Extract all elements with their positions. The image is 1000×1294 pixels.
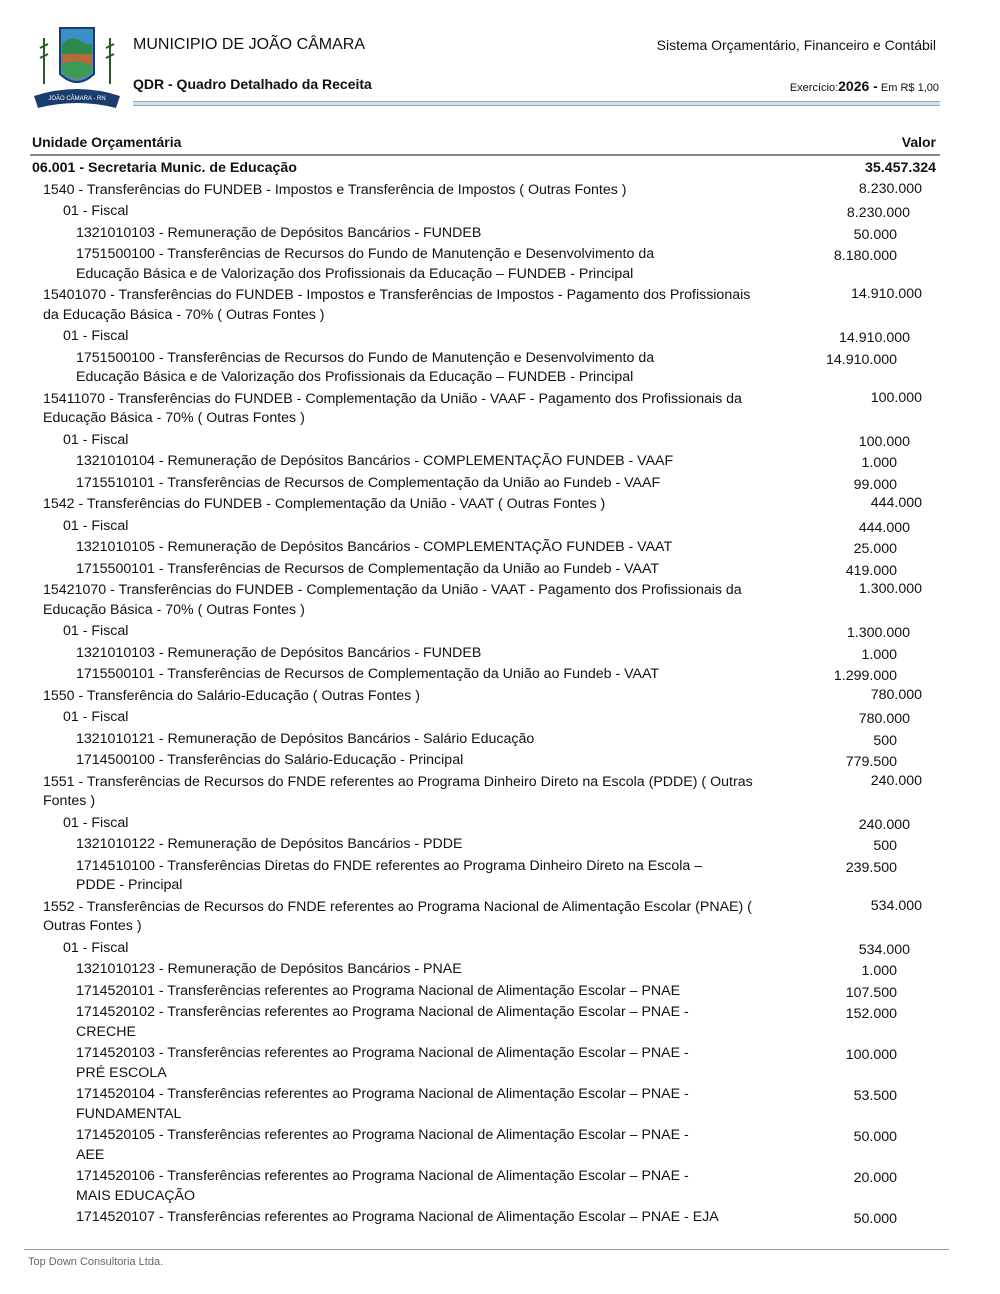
row-description: 15421070 - Transferências do FUNDEB - Complementação da União - VAAT - Pagamento dos Profissionais da Educação Básica - 70% ( Outras Fontes )	[43, 582, 742, 618]
account-row	[0, 834, 1000, 856]
row-description: 1714510100 - Transferências Diretas do FNDE referentes ao Programa Dinheiro Direto na Escola – PDDE - Principal	[76, 857, 703, 893]
column-unit: Unidade Orçamentária	[32, 134, 182, 150]
row-value: 100.000	[858, 433, 910, 450]
fiscal-row	[0, 201, 1000, 223]
row-description: 1540 - Transferências do FUNDEB - Impostos e Transferência de Impostos ( Outras Fontes )	[43, 181, 627, 198]
exercise-info	[790, 78, 939, 94]
revenue-table	[0, 158, 1000, 1229]
row-value: 444.000	[870, 495, 922, 511]
row-value: 14.910.000	[850, 286, 922, 302]
row-value: 444.000	[858, 519, 910, 536]
municipality-name: MUNICIPIO DE JOÃO CÂMARA	[133, 36, 366, 53]
account-row	[0, 959, 1000, 981]
row-value: 1.000	[861, 646, 897, 663]
row-value: 14.910.000	[838, 330, 910, 346]
row-value: 780.000	[858, 711, 910, 727]
source-row	[0, 389, 1000, 430]
row-value: 50.000	[853, 226, 897, 243]
row-value: 50.000	[853, 1211, 897, 1227]
fiscal-row	[0, 813, 1000, 835]
row-description: 1715510101 - Transferências de Recursos de Complementação da União ao Fundeb - VAAF	[76, 474, 661, 491]
row-value: 534.000	[858, 941, 910, 958]
row-value: 779.500	[845, 754, 897, 770]
account-row	[0, 348, 1000, 389]
row-description: 1321010104 - Remuneração de Depósitos Bancários - COMPLEMENTAÇÃO FUNDEB - VAAF	[76, 453, 674, 469]
account-row	[0, 223, 1000, 245]
row-value: 500	[873, 732, 897, 749]
row-value: 8.230.000	[846, 205, 910, 221]
source-row	[0, 686, 1000, 708]
row-description: 1714520105 - Transferências referentes ao Programa Nacional de Alimentação Escolar – PNAE - AEE	[76, 1127, 689, 1163]
account-row	[0, 856, 1000, 897]
row-description: 1321010103 - Remuneração de Depósitos Bancários - FUNDEB	[76, 224, 482, 241]
row-value: 20.000	[853, 1170, 897, 1186]
account-row	[0, 559, 1000, 581]
fiscal-row	[0, 326, 1000, 348]
row-value: 239.500	[845, 859, 897, 876]
row-description: 1714520101 - Transferências referentes ao Programa Nacional de Alimentação Escolar – PNAE	[76, 982, 681, 999]
row-description: 15411070 - Transferências do FUNDEB - Complementação da União - VAAF - Pagamento dos Profissionais da Educação Básica - 70% ( Outras Fontes )	[43, 390, 742, 426]
row-value: 240.000	[870, 772, 922, 789]
row-description: 1321010105 - Remuneração de Depósitos Bancários - COMPLEMENTAÇÃO FUNDEB - VAAT	[76, 539, 673, 555]
account-row	[0, 1084, 1000, 1125]
row-description: 01 - Fiscal	[63, 939, 129, 956]
row-description: 1321010103 - Remuneração de Depósitos Bancários - FUNDEB	[76, 644, 482, 661]
row-value: 8.230.000	[858, 180, 922, 197]
currency-label: Em R$ 1,00	[880, 82, 939, 94]
source-row	[0, 772, 1000, 813]
account-row	[0, 537, 1000, 559]
row-value: 53.500	[853, 1088, 897, 1104]
row-value: 780.000	[870, 686, 922, 703]
row-description: 06.001 - Secretaria Munic. de Educação	[32, 160, 297, 176]
row-description: 1714520106 - Transferências referentes ao Programa Nacional de Alimentação Escolar – PNAE - MAIS EDUCAÇÃO	[76, 1168, 689, 1204]
fiscal-row	[0, 516, 1000, 538]
source-row	[0, 897, 1000, 938]
row-value: 100.000	[870, 389, 922, 406]
row-description: 1715500101 - Transferências de Recursos de Complementação da União ao Fundeb - VAAT	[76, 666, 660, 682]
row-description: 1542 - Transferências do FUNDEB - Complementação da União - VAAT ( Outras Fontes )	[43, 496, 606, 512]
fiscal-row	[0, 938, 1000, 960]
svg-text:JOÃO CÂMARA - RN: JOÃO CÂMARA - RN	[48, 96, 106, 102]
row-description: 1714520107 - Transferências referentes ao Programa Nacional de Alimentação Escolar – PNAE - EJA	[76, 1209, 719, 1225]
fiscal-row	[0, 430, 1000, 452]
source-row	[0, 180, 1000, 202]
row-value: 152.000	[845, 1006, 897, 1022]
row-description: 01 - Fiscal	[63, 203, 129, 219]
account-row	[0, 473, 1000, 495]
source-row	[0, 494, 1000, 516]
row-description: 1550 - Transferência do Salário-Educação ( Outras Fontes )	[43, 687, 420, 704]
row-value: 8.180.000	[833, 248, 897, 264]
account-row	[0, 451, 1000, 473]
municipal-coat-of-arms-logo	[30, 24, 124, 116]
account-row	[0, 1125, 1000, 1166]
row-value: 1.000	[861, 455, 897, 471]
row-value: 1.300.000	[846, 625, 910, 641]
account-row	[0, 1002, 1000, 1043]
row-description: 1751500100 - Transferências de Recursos do Fundo de Manutenção e Desenvolvimento da Educação Básica e de Valorização dos Profissionais da Educação – FUNDEB - Principal	[76, 246, 655, 282]
column-headers	[32, 134, 936, 150]
source-row	[0, 580, 1000, 621]
row-description: 1714500100 - Transferências do Salário-Educação - Principal	[76, 752, 464, 768]
account-row	[0, 244, 1000, 285]
account-row	[0, 729, 1000, 751]
exercise-year: 2026 -	[838, 78, 878, 94]
row-description: 1321010123 - Remuneração de Depósitos Bancários - PNAE	[76, 961, 462, 977]
account-row	[0, 981, 1000, 1003]
row-value: 25.000	[853, 541, 897, 557]
row-description: 01 - Fiscal	[63, 431, 129, 448]
exercise-label: Exercício:	[789, 82, 839, 94]
row-description: 01 - Fiscal	[63, 709, 129, 725]
row-value: 500	[873, 838, 897, 854]
account-row	[0, 664, 1000, 686]
report-title: QDR - Quadro Detalhado da Receita	[133, 76, 372, 92]
row-description: 01 - Fiscal	[63, 517, 129, 534]
footer-divider	[24, 1249, 949, 1250]
account-row	[0, 1043, 1000, 1084]
row-description: 1321010122 - Remuneração de Depósitos Bancários - PDDE	[76, 836, 463, 852]
row-description: 1714520102 - Transferências referentes ao Programa Nacional de Alimentação Escolar – PNAE - CRECHE	[76, 1004, 689, 1040]
footer-company: Top Down Consultoria Ltda.	[28, 1256, 164, 1268]
row-description: 1714520103 - Transferências referentes ao Programa Nacional de Alimentação Escolar – PNAE - PRÉ ESCOLA	[76, 1045, 689, 1081]
unit-row	[0, 158, 1000, 180]
column-value: Valor	[901, 134, 936, 150]
row-value: 35.457.324	[864, 160, 936, 176]
row-value: 534.000	[870, 897, 922, 914]
fiscal-row	[0, 621, 1000, 643]
row-description: 15401070 - Transferências do FUNDEB - Impostos e Transferências de Impostos - Pagamento dos Profissionais da Educação Básica - 70% ( Outras Fontes )	[43, 287, 751, 323]
row-description: 01 - Fiscal	[63, 814, 129, 831]
account-row	[0, 643, 1000, 665]
row-value: 1.000	[861, 963, 897, 979]
row-value: 1.300.000	[858, 581, 922, 597]
row-description: 1715500101 - Transferências de Recursos de Complementação da União ao Fundeb - VAAT	[76, 560, 660, 577]
account-row	[0, 1166, 1000, 1207]
row-value: 1.299.000	[833, 668, 897, 684]
row-value: 50.000	[853, 1129, 897, 1145]
row-description: 1552 - Transferências de Recursos do FNDE referentes ao Programa Nacional de Alimentação Escolar (PNAE) ( Outras Fontes )	[43, 898, 752, 934]
account-row	[0, 1207, 1000, 1229]
system-name: Sistema Orçamentário, Financeiro e Contábil	[656, 37, 936, 53]
row-description: 1714520104 - Transferências referentes ao Programa Nacional de Alimentação Escolar – PNAE - FUNDAMENTAL	[76, 1086, 689, 1122]
row-description: 01 - Fiscal	[63, 328, 129, 344]
row-value: 99.000	[853, 476, 897, 493]
source-row	[0, 285, 1000, 326]
row-value: 107.500	[845, 984, 897, 1001]
column-divider	[30, 154, 940, 156]
row-value: 419.000	[845, 562, 897, 579]
row-value: 240.000	[858, 816, 910, 833]
row-description: 1551 - Transferências de Recursos do FNDE referentes ao Programa Dinheiro Direto na Escola (PDDE) ( Outras Fontes )	[43, 773, 753, 809]
row-description: 01 - Fiscal	[63, 623, 129, 639]
row-value: 14.910.000	[825, 351, 897, 368]
row-value: 100.000	[845, 1047, 897, 1063]
row-description: 1751500100 - Transferências de Recursos do Fundo de Manutenção e Desenvolvimento da Educação Básica e de Valorização dos Profissionais da Educação – FUNDEB - Principal	[76, 349, 655, 385]
row-description: 1321010121 - Remuneração de Depósitos Bancários - Salário Educação	[76, 730, 535, 747]
fiscal-row	[0, 707, 1000, 729]
account-row	[0, 750, 1000, 772]
header-divider	[133, 101, 940, 106]
